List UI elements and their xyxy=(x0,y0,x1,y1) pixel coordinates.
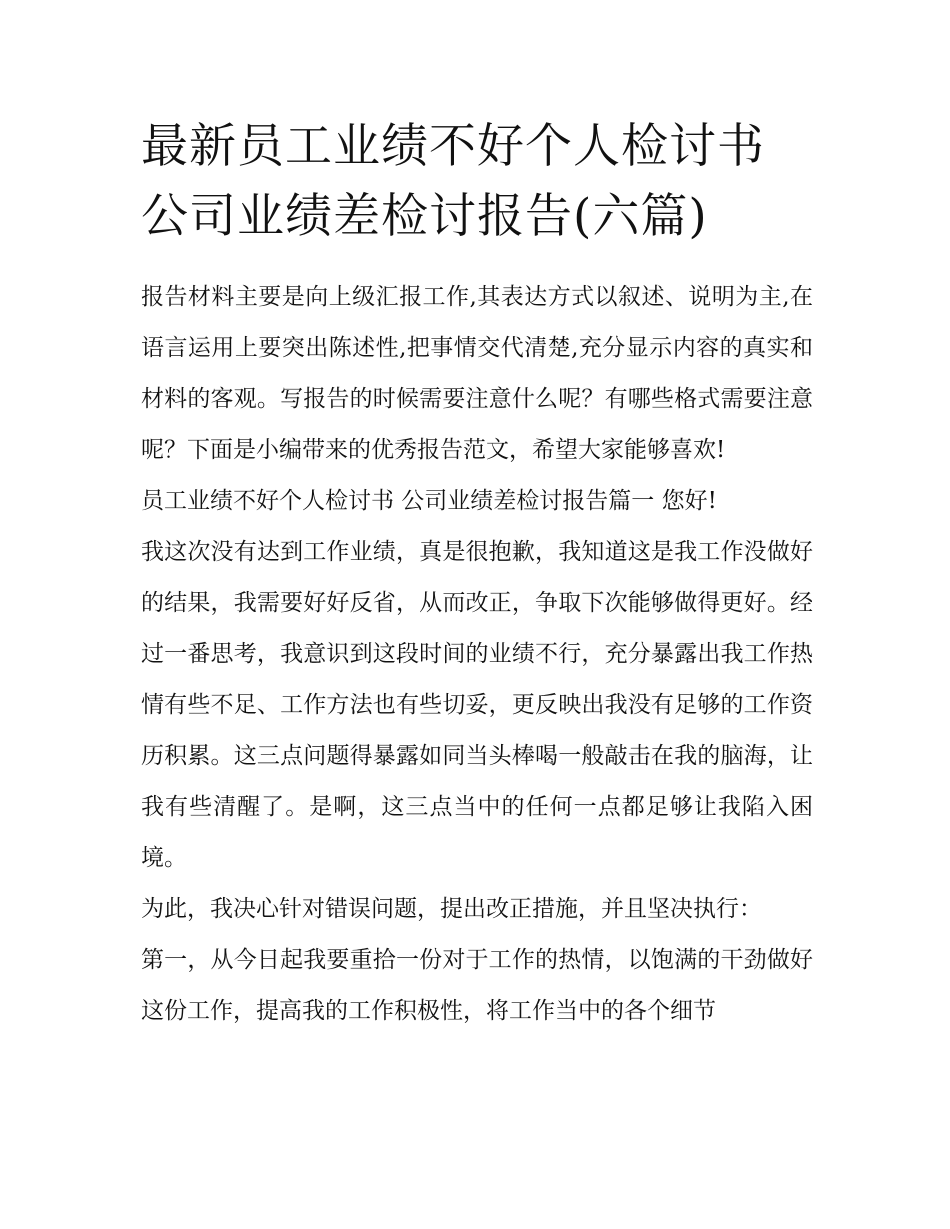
intro-paragraph: 报告材料主要是向上级汇报工作,其表达方式以叙述、说明为主,在语言运用上要突出陈述性,把事情交代清楚,充分显示内容的真实和材料的客观。写报告的时候需要注意什么呢？有哪些格式需要注意呢？下面是小编带来的优秀报告范文，希望大家能够喜欢! xyxy=(141,284,813,463)
body-paragraph: 为此，我决心针对错误问题，提出改正措施，并且坚决执行： xyxy=(141,896,762,922)
body-paragraph: 第一，从今日起我要重拾一份对于工作的热情，以饱满的干劲做好这份工作，提高我的工作积极性，将工作当中的各个细节 xyxy=(141,947,813,1024)
title-line-2: 公司业绩差检讨报告(六篇) xyxy=(141,189,708,244)
document-title xyxy=(141,112,813,252)
body-paragraph: 我这次没有达到工作业绩，真是很抱歉，我知道这是我工作没做好的结果，我需要好好反省，从而改正，争取下次能够做得更好。经过一番思考，我意识到这段时间的业绩不行，充分暴露出我工作热情有些不足、工作方法也有些切妥，更反映出我没有足够的工作资历积累。这三点问题得暴露如同当头棒喝一般敲击在我的脑海，让我有些清醒了。是啊，这三点当中的任何一点都足够让我陷入困境。 xyxy=(141,539,813,871)
section-heading-paragraph: 员工业绩不好个人检讨书 公司业绩差检讨报告篇一 您好! xyxy=(141,488,717,514)
title-line-1: 最新员工业绩不好个人检讨书 xyxy=(141,119,765,174)
document-page xyxy=(141,112,813,1037)
